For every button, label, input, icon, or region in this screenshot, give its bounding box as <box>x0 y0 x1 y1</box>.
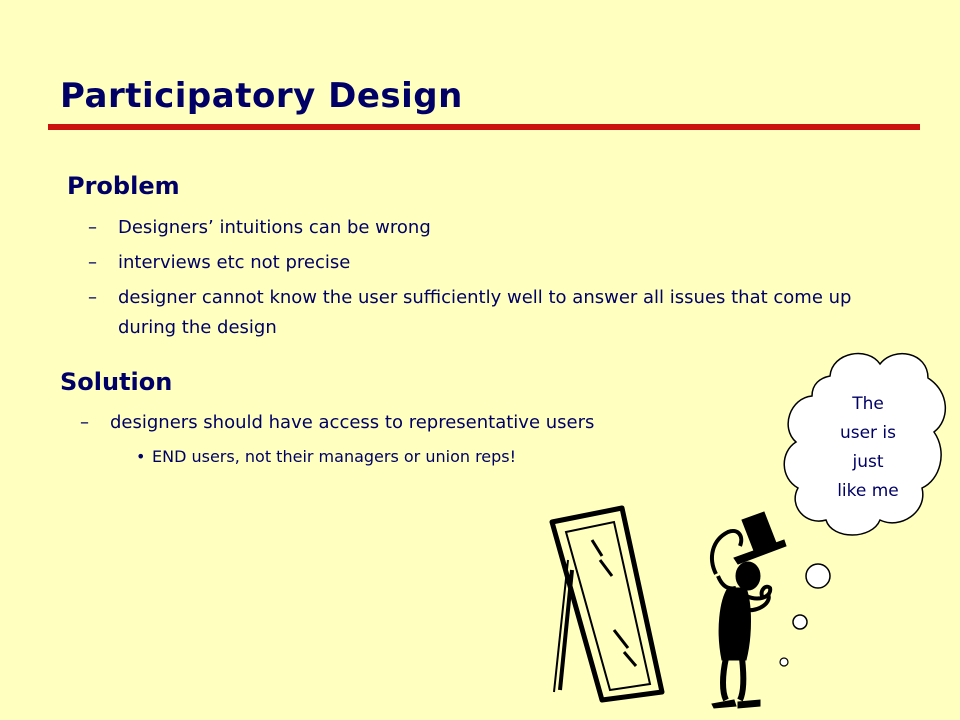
problem-item-text: Designers’ intuitions can be wrong <box>118 217 431 238</box>
thought-line: like me <box>837 481 899 501</box>
figure-drawing <box>712 512 786 708</box>
solution-item-text: designers should have access to representative users <box>110 412 595 433</box>
thought-bubble-small <box>780 658 788 666</box>
dash-marker: – <box>88 217 97 238</box>
solution-subitem-text: END users, not their managers or union reps! <box>152 447 517 466</box>
thought-bubble-large <box>806 564 830 588</box>
dash-marker: – <box>88 252 97 273</box>
dash-marker: – <box>88 287 97 308</box>
solution-heading: Solution <box>60 368 173 396</box>
bullet-marker: • <box>136 447 146 466</box>
problem-item-text: interviews etc not precise <box>118 252 351 273</box>
thought-line: user is <box>839 423 897 443</box>
thought-bubble-medium <box>793 615 807 629</box>
dash-marker: – <box>80 412 89 433</box>
mirror-drawing <box>552 508 662 700</box>
thought-line: just <box>852 452 884 472</box>
slide-title: Participatory Design <box>60 76 463 116</box>
thought-bubble-text <box>808 390 928 506</box>
problem-item-text: designer cannot know the user sufficiently well to answer all issues that come up during the design <box>118 287 852 338</box>
thought-line: The <box>852 394 884 414</box>
problem-heading: Problem <box>67 172 180 200</box>
